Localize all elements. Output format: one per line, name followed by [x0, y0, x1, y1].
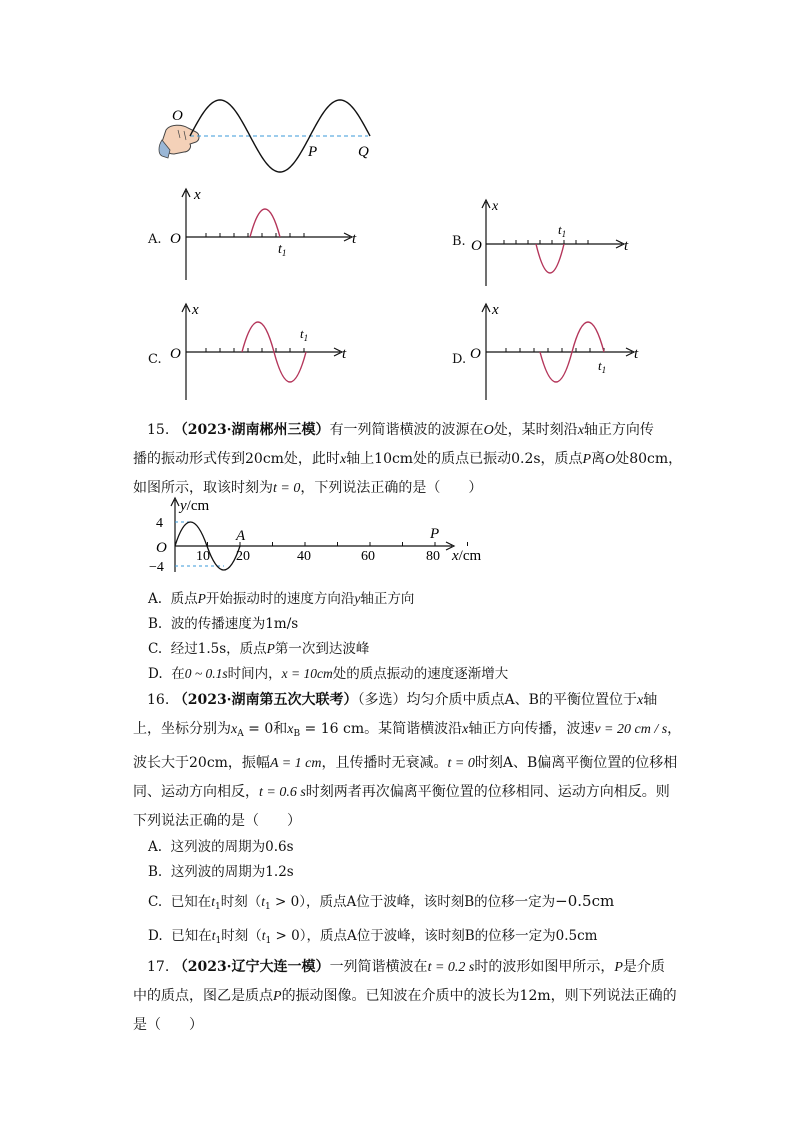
- q15-source: （2023·湖南郴州三模）: [173, 422, 330, 438]
- svg-text:t: t: [342, 346, 347, 362]
- q15-number: 15.: [147, 422, 170, 438]
- svg-text:O: O: [156, 540, 167, 556]
- svg-text:t: t: [624, 238, 629, 254]
- svg-text:O: O: [170, 231, 181, 247]
- q15-option-b[interactable]: B. 波的传播速度为1m/s: [148, 616, 299, 632]
- q16-option-b[interactable]: B. 这列波的周期为1.2s: [148, 864, 294, 880]
- svg-text:t1: $t_1$: [558, 222, 567, 239]
- svg-text:10: 10: [196, 549, 210, 564]
- q16-number: 16.: [147, 692, 170, 708]
- option-b-letter[interactable]: B.: [452, 234, 466, 249]
- svg-text:−4: −4: [149, 560, 164, 575]
- svg-text:t1: $t_1$: [300, 326, 309, 343]
- q15-option-a[interactable]: A. 质点P开始振动时的速度方向沿y轴正方向: [148, 591, 415, 607]
- svg-text:x: x: [492, 199, 499, 214]
- option-a-letter[interactable]: A.: [148, 232, 162, 247]
- svg-text:20: 20: [236, 549, 250, 564]
- q17-number: 17.: [147, 959, 170, 975]
- svg-text:4: 4: [156, 516, 163, 531]
- svg-text:60: 60: [361, 549, 375, 564]
- option-d-graph[interactable]: [468, 300, 648, 405]
- svg-text:O: O: [471, 238, 482, 254]
- svg-text:x: x: [492, 302, 499, 318]
- svg-text:x: x: [192, 302, 199, 318]
- option-c-graph[interactable]: [168, 300, 368, 405]
- option-b-graph[interactable]: [470, 196, 640, 296]
- svg-text:P: P: [430, 526, 440, 542]
- q15-option-c[interactable]: C. 经过1.5s，质点P第一次到达波峰: [148, 641, 370, 657]
- q17-source: （2023·辽宁大连一模）: [173, 959, 330, 975]
- svg-text:t: t: [352, 231, 357, 247]
- svg-text:A: A: [236, 528, 246, 544]
- svg-text:t1: $t_1$: [598, 358, 607, 375]
- svg-text:O: O: [470, 346, 481, 362]
- q15-wave-graph: [150, 494, 500, 576]
- svg-text:x: x: [194, 187, 201, 203]
- q15-option-d[interactable]: D. 在0 ~ 0.1s时间内，x = 10cm处的质点振动的速度逐渐增大: [148, 666, 509, 682]
- svg-text:80: 80: [426, 549, 440, 564]
- svg-text:t1: $t_1$: [278, 242, 287, 258]
- top-wave-curve: [190, 100, 370, 172]
- label-Q: Q: [358, 144, 369, 160]
- svg-text:O: O: [170, 346, 181, 362]
- top-wave-figure: [160, 90, 390, 185]
- option-a-graph[interactable]: [168, 185, 368, 285]
- label-O: O: [172, 108, 183, 124]
- q15-stem: 15. （2023·湖南郴州三模）有一列简谐横波的波源在O处，某时刻沿x轴正方向传 播的振动形式传到20cm处，此时x轴上10cm处的质点已振动0.2s，质点P离O处80cm， 如图所示，取该时刻为t = 0，下列说法正确的是（ ）: [133, 422, 683, 496]
- q16-source: （2023·湖南第五次大联考）: [173, 692, 358, 708]
- q15-xlabel: x/cm: [452, 548, 482, 564]
- svg-text:t: t: [634, 346, 639, 362]
- q16-stem: 16. （2023·湖南第五次大联考）（多选）均匀介质中质点A、B的平衡位置位于x轴 上，坐标分别为$x_A = 0$和$x_B = 16$ cm。某简谐横波沿x轴正方向传播，波速v = 20 cm / s， 波长大于20cm，振幅A = 1 cm，且传播时无衰减。t = 0时刻A、B偏离平衡位置的位移相 同、运动方向相反，t = 0.6 s时刻两者再次偏离平衡位置的位移相同、运动方向相反。则 下列说法正确的是（ ）: [133, 692, 682, 829]
- q17-stem: 17. （2023·辽宁大连一模）一列简谐横波在t = 0.2 s时的波形如图甲所示，P是介质 中的质点，图乙是质点P的振动图像。已知波在介质中的波长为12m，则下列说法正确的 是（ ）: [133, 959, 677, 1033]
- label-P: P: [308, 144, 318, 160]
- q16-option-d[interactable]: D. 已知在$t_1$时刻$(t_1 > 0)$，质点A位于波峰，该时刻B的位移一定为0.5cm: [148, 928, 598, 946]
- q16-option-a[interactable]: A. 这列波的周期为0.6s: [148, 839, 294, 855]
- svg-text:40: 40: [297, 549, 311, 564]
- option-c-letter[interactable]: C.: [148, 352, 162, 367]
- q16-option-c[interactable]: C. 已知在$t_1$时刻$(t_1 > 0)$，质点A位于波峰，该时刻B的位移一定为−0.5cm: [148, 892, 615, 912]
- q15-ylabel: y/cm: [180, 498, 210, 514]
- option-d-letter[interactable]: D.: [452, 352, 467, 367]
